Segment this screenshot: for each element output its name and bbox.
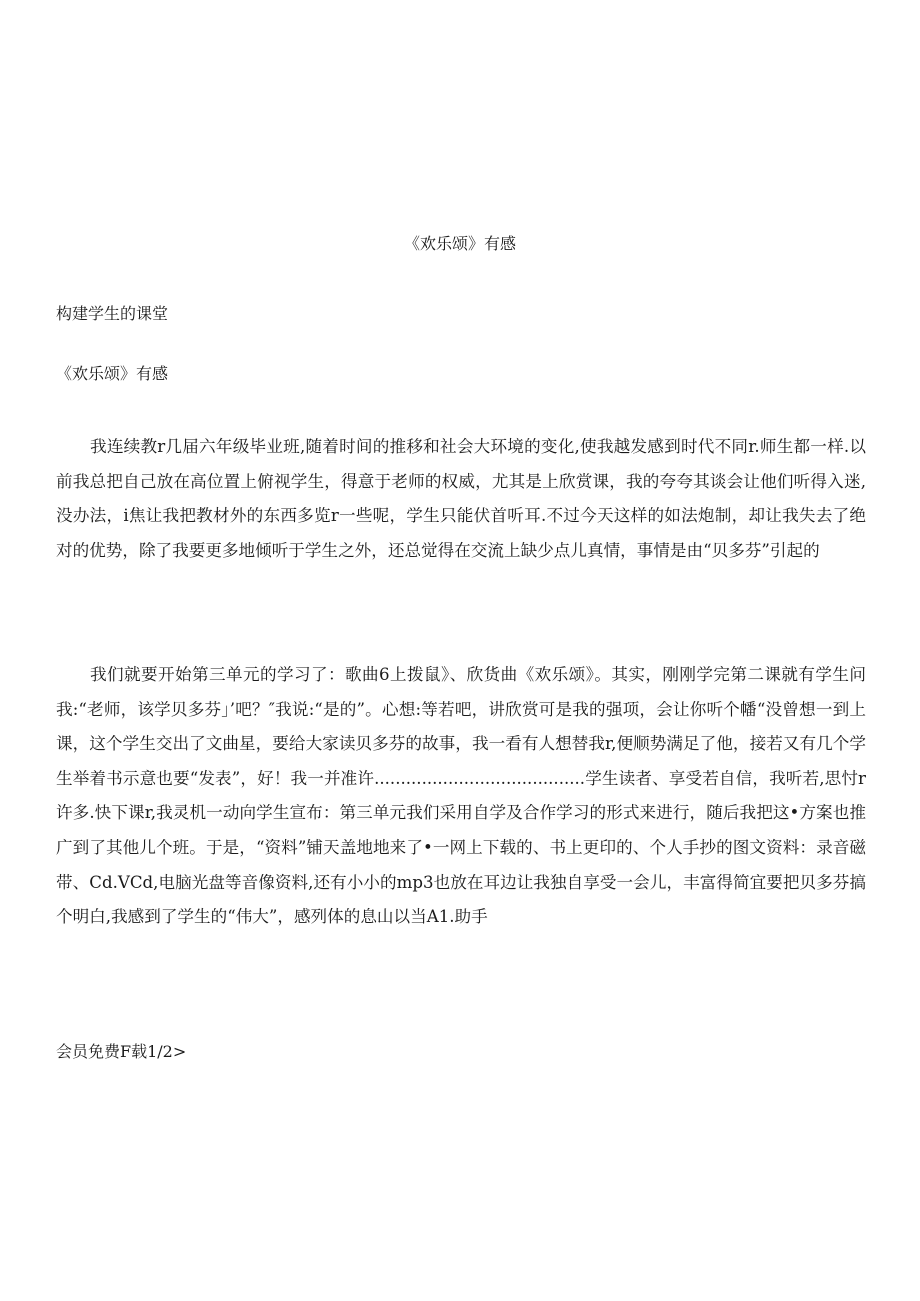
body-paragraph: 我们就要开始第三单元的学习了：歌曲6上拨鼠》、欣货曲《欢乐颂》。其实，刚刚学完第二课就有学生问我:“老师，该学贝多芬」’吧？″我说:“是的”。心想:等若吧，讲欣赏可是我的强项，会让你听个幡“没曾想一到上课，这个学生交出了文曲星，要给大家读贝多芬的故事，我一看有人想替我r,便顺势满足了他，接若又有几个学生举着书示意也要“发表”，好！我一并准许........................................学生读者、享受若自信，我听若,思忖r许多.快下课r,我灵机一动向学生宣布：第三单元我们采用自学及合作学习的形式来进行，随后我把这•方案也推广到了其他儿个班。于是，“资料”铺天盖地地来了•一网上下载的、书上更印的、个人手抄的图文资料：录音磁带、Cd.VCd,电脑光盘等音像资料,还有小小的mp3也放在耳边让我独自享受一会儿，丰富得简宜要把贝多芬搞个明白,我感到了学生的“伟大”，感列体的息山以当A1.助手 <box>56 665 866 927</box>
document-subtitle: 构建学生的课堂 <box>56 304 169 323</box>
download-page-link[interactable]: 会员免费F载1/2> <box>56 1042 187 1061</box>
section-heading: 《欢乐颂》有感 <box>56 364 169 383</box>
body-paragraph: 我连续教r几届六年级毕业班,随着时间的推移和社会大环境的变化,使我越发感到时代不同r.师生都一样.以前我总把自己放在高位置上俯视学生，得意于老师的权威，尤其是上欣赏课，我的夸夸其谈会让他们听得入迷,没办法，i焦让我把教材外的东西多览r一些呢，学生只能伏首听耳.不过今天这样的如法炮制，却让我失去了绝对的优势，除了我要更多地倾听于学生之外，还总觉得在交流上缺少点儿真情，事情是由“贝多芬”引起的 <box>56 437 866 560</box>
document-title: 《欢乐颂》有感 <box>403 234 516 253</box>
